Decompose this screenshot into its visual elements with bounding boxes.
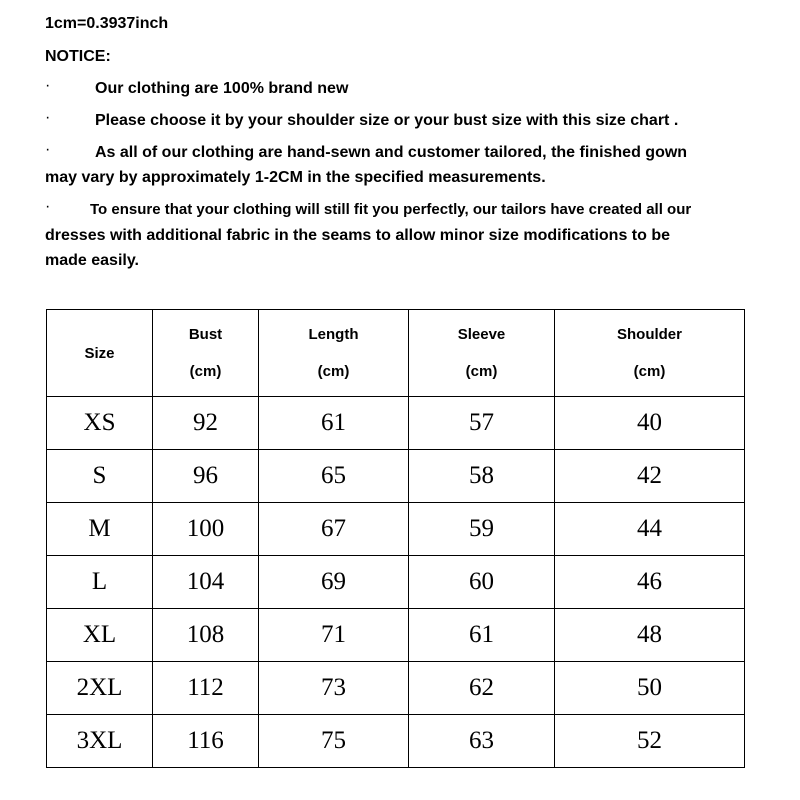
table-row (47, 556, 745, 609)
header-unit: (cm) (633, 363, 666, 380)
sleeve-cell: 57 (409, 397, 555, 450)
size-cell: L (47, 556, 153, 609)
header-unit: (cm) (317, 363, 350, 380)
table-row (47, 397, 745, 450)
bullet-marker: · (45, 109, 51, 126)
sleeve-cell: 60 (409, 556, 555, 609)
header-sleeve (409, 310, 555, 397)
length-cell: 69 (259, 556, 409, 609)
bullet-continuation: made easily. (45, 252, 139, 269)
sleeve-cell: 63 (409, 715, 555, 768)
shoulder-cell: 48 (555, 609, 745, 662)
length-cell: 73 (259, 662, 409, 715)
sleeve-cell: 59 (409, 503, 555, 556)
sleeve-cell: 62 (409, 662, 555, 715)
length-cell: 75 (259, 715, 409, 768)
length-cell: 71 (259, 609, 409, 662)
size-cell: 2XL (47, 662, 153, 715)
shoulder-cell: 46 (555, 556, 745, 609)
table-header-row (47, 310, 745, 397)
bullet-text: Our clothing are 100% brand new (95, 80, 349, 97)
header-length (259, 310, 409, 397)
bullet-text: To ensure that your clothing will still fit you perfectly, our tailors have created all our (90, 201, 692, 218)
length-cell: 67 (259, 503, 409, 556)
header-bust (153, 310, 259, 397)
bullet-marker: · (45, 77, 51, 94)
bullet-text: As all of our clothing are hand-sewn and customer tailored, the finished gown (95, 144, 688, 161)
table-row (47, 609, 745, 662)
bullet-marker: · (45, 141, 51, 158)
header-label: Size (84, 344, 115, 362)
size-cell: 3XL (47, 715, 153, 768)
header-shoulder (555, 310, 745, 397)
header-label: Sleeve (457, 326, 506, 343)
header-label: Shoulder (616, 326, 682, 343)
shoulder-cell: 50 (555, 662, 745, 715)
sleeve-cell: 58 (409, 450, 555, 503)
length-cell: 61 (259, 397, 409, 450)
size-cell: M (47, 503, 153, 556)
bust-cell: 100 (153, 503, 259, 556)
bust-cell: 112 (153, 662, 259, 715)
size-cell: XS (47, 397, 153, 450)
table-row (47, 450, 745, 503)
header-unit: (cm) (465, 363, 498, 380)
bust-cell: 116 (153, 715, 259, 768)
bust-cell: 108 (153, 609, 259, 662)
bust-cell: 92 (153, 397, 259, 450)
shoulder-cell: 42 (555, 450, 745, 503)
length-cell: 65 (259, 450, 409, 503)
bullet-marker: · (45, 198, 51, 215)
notice-heading: NOTICE: (45, 48, 111, 65)
size-cell: S (47, 450, 153, 503)
unit-conversion-note: 1cm=0.3937inch (45, 15, 169, 32)
table-row (47, 503, 745, 556)
bust-cell: 104 (153, 556, 259, 609)
shoulder-cell: 40 (555, 397, 745, 450)
sleeve-cell: 61 (409, 609, 555, 662)
table-row (47, 662, 745, 715)
shoulder-cell: 52 (555, 715, 745, 768)
table-row (47, 715, 745, 768)
header-label: Length (308, 326, 359, 343)
size-cell: XL (47, 609, 153, 662)
size-chart-table (46, 309, 745, 768)
header-unit: (cm) (189, 363, 222, 380)
bust-cell: 96 (153, 450, 259, 503)
bullet-text: Please choose it by your shoulder size or your bust size with this size chart . (95, 112, 679, 129)
bullet-continuation: dresses with additional fabric in the seams to allow minor size modifications to be (45, 227, 671, 244)
bullet-continuation: may vary by approximately 1-2CM in the specified measurements. (45, 169, 546, 186)
header-size (47, 310, 153, 397)
shoulder-cell: 44 (555, 503, 745, 556)
header-label: Bust (188, 326, 223, 343)
